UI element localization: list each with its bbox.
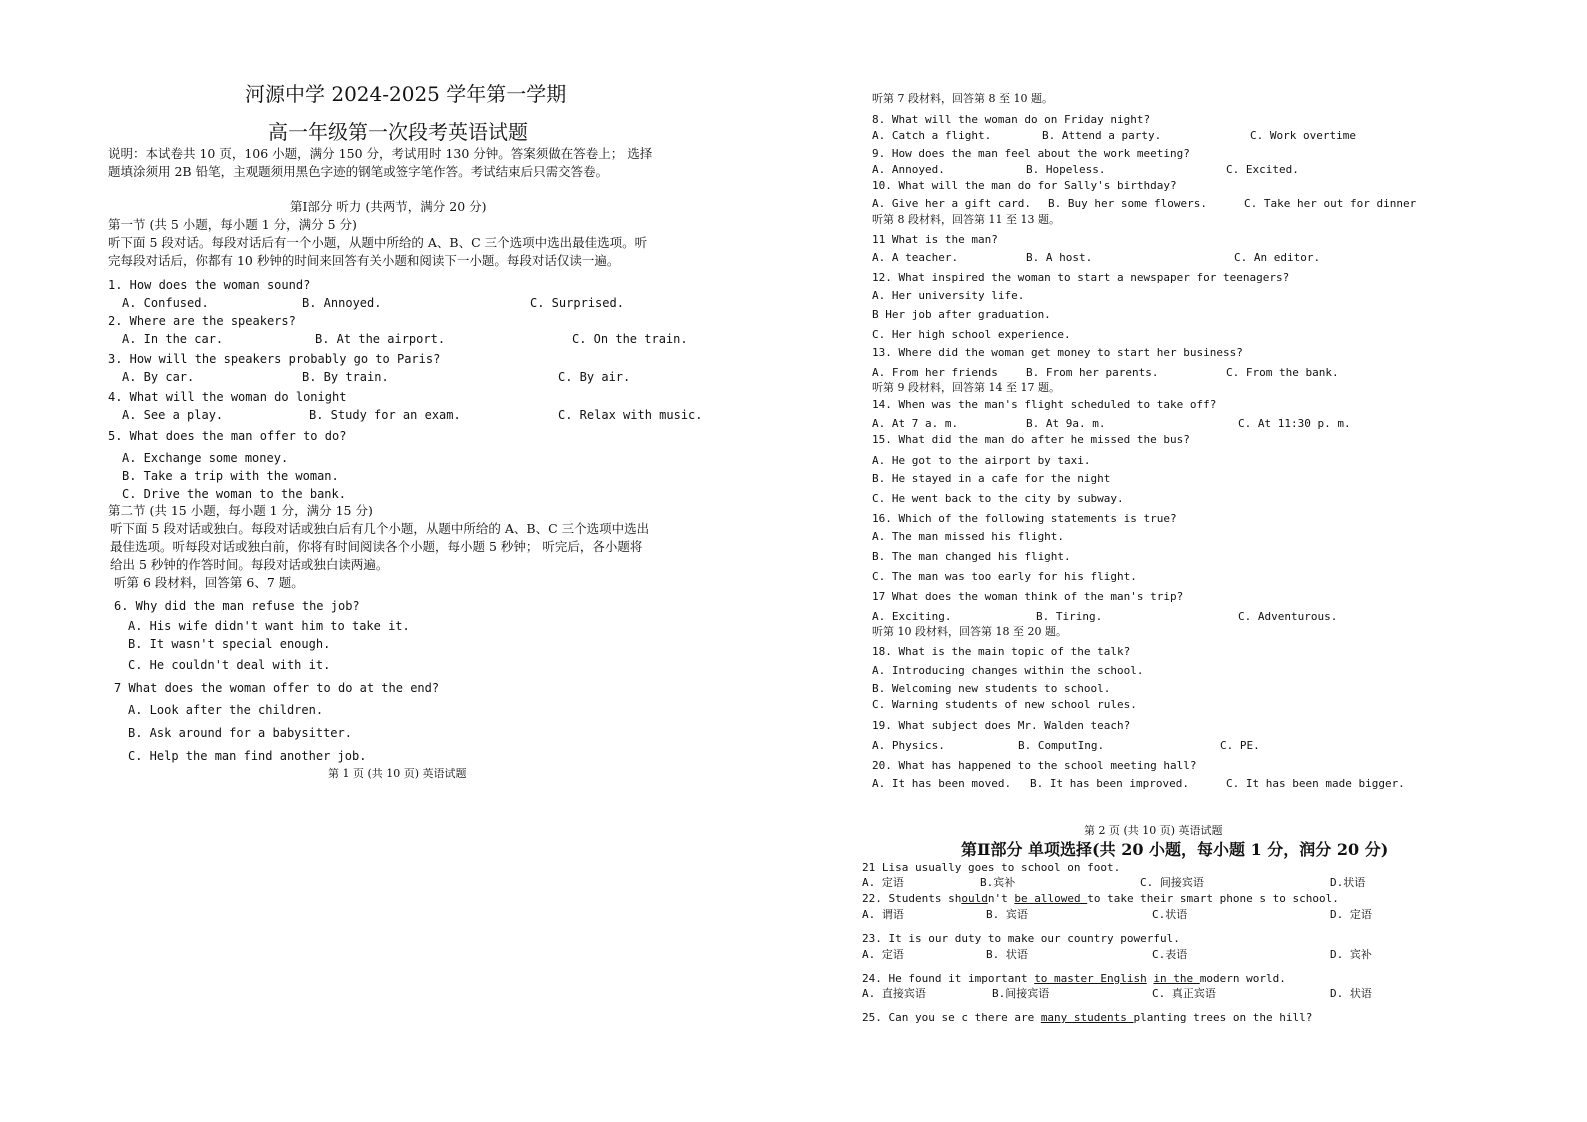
section-2-instruction-2: 最佳选项。听每段对话或独白前，你将有时间阅读各个小题，每小题 5 秒钟； 听完后，各小题将 — [110, 539, 643, 554]
question-2-option-b: B. At the airport. — [315, 332, 446, 346]
question-1-option-b: B. Annoyed. — [302, 296, 382, 310]
question-17-option-a: A. Exciting. — [872, 610, 952, 623]
question-24-text-1: 24. He found it important — [862, 972, 1035, 985]
question-11-option-c: C. An editor. — [1234, 251, 1321, 264]
question-21-option-a: A. 定语 — [862, 876, 904, 889]
question-24-text-3: modern world. — [1199, 972, 1286, 985]
question-22-option-b: B. 宾语 — [986, 908, 1028, 921]
question-6: 6. Why did the man refuse the job? — [114, 599, 360, 613]
question-6-option-a: A. His wife didn't want him to take it. — [128, 619, 410, 633]
question-20: 20. What has happened to the school meeting hall? — [872, 759, 1197, 772]
question-22 — [862, 892, 1339, 906]
section-1-instruction-1: 听下面 5 段对话。每段对话后有一个小题，从题中所给的 A、B、C 三个选项中选出最佳选项。听 — [108, 235, 648, 250]
question-12: 12. What inspired the woman to start a newspaper for teenagers? — [872, 271, 1290, 284]
question-8-option-a: A. Catch a flight. — [872, 129, 992, 142]
material-8-heading: 听第 8 段材料，回答第 11 至 13 题。 — [872, 213, 1060, 226]
question-10: 10. What will the man do for Sally's birthday? — [872, 179, 1177, 192]
question-20-option-c: C. It has been made bigger. — [1226, 777, 1405, 790]
question-11-option-a: A. A teacher. — [872, 251, 959, 264]
question-19-option-c: C. PE. — [1220, 739, 1260, 752]
question-10-option-a: A. Give her a gift card. — [872, 197, 1031, 210]
question-10-option-b: B. Buy her some flowers. — [1048, 197, 1207, 210]
question-22-text-2: n't — [987, 892, 1015, 905]
section-2-instruction-3: 给出 5 秒钟的作答时间。每段对话或独白读两遍。 — [110, 557, 389, 572]
question-21-option-c: C. 间接宾语 — [1140, 876, 1204, 889]
page-2-footer: 第 2 页 (共 10 页) 英语试题 — [1084, 824, 1223, 837]
section-2-instruction-1: 听下面 5 段对话或独白。每段对话或独白后有几个小题，从题中所给的 A、B、C 三个选项中选出 — [110, 521, 650, 536]
question-23-option-c: C.表语 — [1152, 948, 1188, 961]
question-4-option-c: C. Relax with music. — [558, 408, 703, 422]
question-23-option-a: A. 定语 — [862, 948, 904, 961]
question-15-option-b: B. He stayed in a cafe for the night — [872, 472, 1111, 485]
question-11: 11 What is the man? — [872, 233, 998, 246]
question-17-option-b: B. Tiring. — [1036, 610, 1103, 623]
question-24-option-c: C. 真正宾语 — [1152, 987, 1216, 1000]
question-16-option-c: C. The man was too early for his flight. — [872, 570, 1137, 583]
question-24-option-a: A. 直接宾语 — [862, 987, 926, 1000]
question-14-option-b: B. At 9a. m. — [1026, 417, 1106, 430]
question-18-option-a: A. Introducing changes within the school. — [872, 664, 1144, 677]
question-16-option-b: B. The man changed his flight. — [872, 550, 1071, 563]
question-22-option-d: D. 定语 — [1330, 908, 1372, 921]
question-23: 23. It is our duty to make our country powerful. — [862, 932, 1180, 945]
question-25-underline: many students — [1040, 1011, 1134, 1024]
question-9-option-b: B. Hopeless. — [1026, 163, 1106, 176]
question-7-option-a: A. Look after the children. — [128, 703, 324, 717]
question-17-option-c: C. Adventurous. — [1238, 610, 1338, 623]
question-12-option-c: C. Her high school experience. — [872, 328, 1071, 341]
question-6-option-c: C. He couldn't deal with it. — [128, 658, 331, 672]
question-5-option-a: A. Exchange some money. — [122, 451, 289, 465]
question-2-option-a: A. In the car. — [122, 332, 224, 346]
question-13-option-a: A. From her friends — [872, 366, 998, 379]
question-9-option-c: C. Excited. — [1226, 163, 1299, 176]
question-13-option-b: B. From her parents. — [1026, 366, 1159, 379]
question-24-underline-2: in the — [1153, 972, 1200, 985]
question-20-option-b: B. It has been improved. — [1030, 777, 1189, 790]
question-13: 13. Where did the woman get money to start her business? — [872, 346, 1243, 359]
question-16-option-a: A. The man missed his flight. — [872, 530, 1065, 543]
question-16: 16. Which of the following statements is true? — [872, 512, 1177, 525]
question-22-text-1: 22. Students sh — [862, 892, 962, 905]
section-1-heading: 第一节 (共 5 小题，每小题 1 分，满分 5 分) — [108, 217, 357, 232]
page-1 — [0, 0, 793, 1122]
question-5-option-b: B. Take a trip with the woman. — [122, 469, 339, 483]
question-23-option-b: B. 状语 — [986, 948, 1028, 961]
question-9-option-a: A. Annoyed. — [872, 163, 945, 176]
page-2 — [794, 0, 1587, 1122]
question-14-option-a: A. At 7 a. m. — [872, 417, 959, 430]
question-12-option-a: A. Her university life. — [872, 289, 1025, 302]
question-22-option-a: A. 谓语 — [862, 908, 904, 921]
question-25 — [862, 1011, 1312, 1025]
question-19: 19. What subject does Mr. Walden teach? — [872, 719, 1131, 732]
question-14-option-c: C. At 11:30 p. m. — [1238, 417, 1351, 430]
question-21-option-b: B.宾补 — [980, 876, 1016, 889]
question-8-option-c: C. Work overtime — [1250, 129, 1356, 142]
question-3-option-c: C. By air. — [558, 370, 631, 384]
part-2-heading: 第Ⅱ部分 单项选择(共 20 小题，每小题 1 分，润分 20 分) — [961, 840, 1389, 859]
question-19-option-a: A. Physics. — [872, 739, 945, 752]
part-1-heading: 第Ⅰ部分 听力 (共两节，满分 20 分) — [290, 199, 487, 214]
question-21-option-d: D.状语 — [1330, 876, 1366, 889]
question-2-option-c: C. On the train. — [572, 332, 688, 346]
instructions-line-1: 说明：本试卷共 10 页，106 小题，满分 150 分，考试用时 130 分钟。答案须做在答卷上； 选择 — [108, 146, 653, 161]
question-18: 18. What is the main topic of the talk? — [872, 645, 1131, 658]
question-4-option-a: A. See a play. — [122, 408, 224, 422]
question-5-option-c: C. Drive the woman to the bank. — [122, 487, 346, 501]
question-22-underline-1: ould — [961, 892, 988, 905]
instructions-line-2: 题填涂须用 2B 铅笔，主观题须用黑色字迹的钢笔或签字笔作答。考试结束后只需交答卷。 — [108, 164, 609, 179]
question-1-option-c: C. Surprised. — [530, 296, 624, 310]
question-8-option-b: B. Attend a party. — [1042, 129, 1162, 142]
question-24-underline-1: to master English — [1034, 972, 1147, 985]
question-10-option-c: C. Take her out for dinner — [1244, 197, 1417, 210]
question-25-text-2: planting trees on the hill? — [1133, 1011, 1313, 1024]
question-13-option-c: C. From the bank. — [1226, 366, 1339, 379]
question-18-option-b: B. Welcoming new students to school. — [872, 682, 1111, 695]
material-6-heading: 听第 6 段材料，回答第 6、7 题。 — [114, 575, 304, 590]
question-22-text-3: to take their smart phone s to school. — [1087, 892, 1339, 905]
question-11-option-b: B. A host. — [1026, 251, 1093, 264]
question-15-option-c: C. He went back to the city by subway. — [872, 492, 1124, 505]
question-25-text-1: 25. Can you se c there are — [862, 1011, 1041, 1024]
question-4: 4. What will the woman do lonight — [108, 390, 347, 404]
question-20-option-a: A. It has been moved. — [872, 777, 1012, 790]
question-7-option-c: C. Help the man find another job. — [128, 749, 367, 763]
question-5: 5. What does the man offer to do? — [108, 429, 347, 443]
question-2: 2. Where are the speakers? — [108, 314, 296, 328]
question-22-underline-2: be allowed — [1014, 892, 1088, 905]
question-22-option-c: C.状语 — [1152, 908, 1188, 921]
question-6-option-b: B. It wasn't special enough. — [128, 637, 331, 651]
material-7-heading: 听第 7 段材料，回答第 8 至 10 题。 — [872, 92, 1053, 105]
question-9: 9. How does the man feel about the work meeting? — [872, 147, 1190, 160]
question-14: 14. When was the man's flight scheduled to take off? — [872, 398, 1217, 411]
question-24-option-b: B.间接宾语 — [992, 987, 1050, 1000]
exam-school-title: 河源中学 2024-2025 学年第一学期 — [245, 82, 567, 106]
question-3-option-b: B. By train. — [302, 370, 389, 384]
section-2-heading: 第二节 (共 15 小题，每小题 1 分，满分 15 分) — [108, 503, 373, 518]
question-1-option-a: A. Confused. — [122, 296, 209, 310]
question-23-option-d: D. 宾补 — [1330, 948, 1372, 961]
question-7: 7 What does the woman offer to do at the end? — [114, 681, 440, 695]
question-17: 17 What does the woman think of the man's trip? — [872, 590, 1184, 603]
question-12-option-b: B Her job after graduation. — [872, 308, 1051, 321]
question-24 — [862, 972, 1286, 986]
page-1-footer: 第 1 页 (共 10 页) 英语试题 — [328, 767, 467, 780]
material-10-heading: 听第 10 段材料，回答第 18 至 20 题。 — [872, 625, 1067, 638]
material-9-heading: 听第 9 段材料，回答第 14 至 17 题。 — [872, 381, 1060, 394]
exam-title: 高一年级第一次段考英语试题 — [268, 120, 528, 144]
question-21: 21 Lisa usually goes to school on foot. — [862, 861, 1121, 874]
question-8: 8. What will the woman do on Friday night? — [872, 113, 1151, 126]
question-7-option-b: B. Ask around for a babysitter. — [128, 726, 352, 740]
question-3: 3. How will the speakers probably go to Paris? — [108, 352, 441, 366]
question-3-option-a: A. By car. — [122, 370, 195, 384]
question-4-option-b: B. Study for an exam. — [309, 408, 461, 422]
question-19-option-b: B. ComputIng. — [1018, 739, 1105, 752]
question-15: 15. What did the man do after he missed the bus? — [872, 433, 1190, 446]
question-18-option-c: C. Warning students of new school rules. — [872, 698, 1137, 711]
question-15-option-a: A. He got to the airport by taxi. — [872, 454, 1091, 467]
section-1-instruction-2: 完每段对话后，你都有 10 秒钟的时间来回答有关小题和阅读下一小题。每段对话仅读一遍。 — [108, 253, 620, 268]
question-1: 1. How does the woman sound? — [108, 278, 311, 292]
question-24-option-d: D. 状语 — [1330, 987, 1372, 1000]
